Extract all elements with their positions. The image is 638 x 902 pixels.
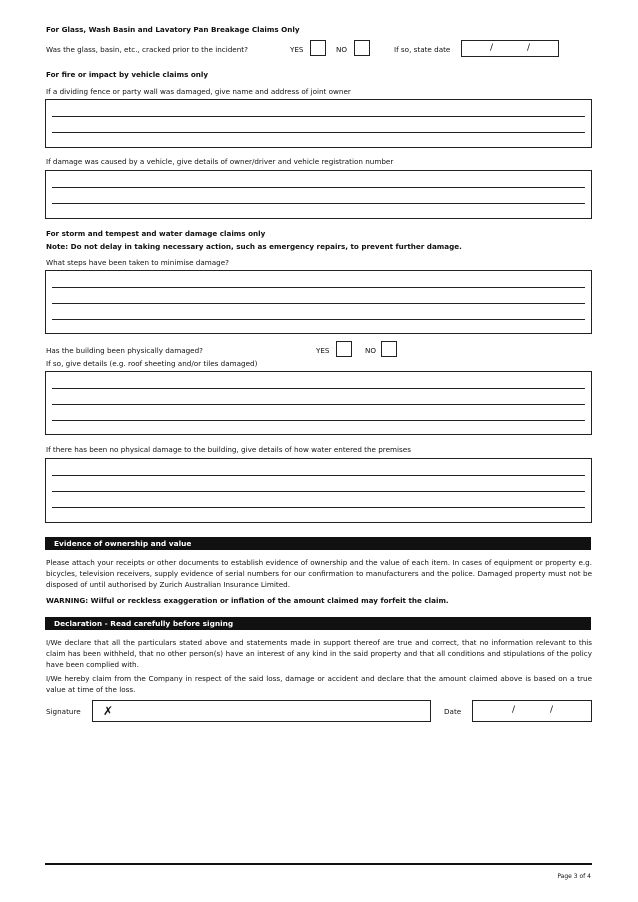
declaration-date-field[interactable] [472, 700, 592, 722]
writing-line [52, 420, 585, 421]
date-separator: / [527, 43, 531, 53]
footer-rule [45, 863, 592, 865]
fire-question-joint-owner: If a dividing fence or party wall was damaged, give name and address of joint owner [46, 87, 351, 96]
glass-date-field[interactable] [461, 40, 559, 57]
page-number: Page 3 of 4 [557, 873, 591, 880]
minimise-damage-textarea[interactable] [45, 270, 592, 334]
fire-question-vehicle: If damage was caused by a vehicle, give details of owner/driver and vehicle registration number [46, 157, 394, 166]
writing-line [52, 507, 585, 508]
writing-line [52, 203, 585, 204]
storm-no-checkbox[interactable] [381, 341, 397, 357]
vehicle-details-textarea[interactable] [45, 170, 592, 219]
storm-heading: For storm and tempest and water damage claims only [46, 229, 266, 238]
signature-mark-icon: ✗ [103, 704, 114, 718]
glass-heading: For Glass, Wash Basin and Lavatory Pan Breakage Claims Only [46, 25, 300, 34]
fire-heading: For fire or impact by vehicle claims only [46, 70, 209, 79]
date-label: Date [444, 707, 462, 716]
storm-question-steps: What steps have been taken to minimise damage? [46, 258, 229, 267]
declaration-paragraph-1: I/We declare that all the particulars stated above and statements made in support thereof are true and correct, that no information relevant to this claim has been withheld, that no other person(s) have an interest of any kind in the said property and that all conditions and stipulations of the policy have been complied with. [46, 638, 592, 669]
writing-line [52, 388, 585, 389]
declaration-section-bar: Declaration - Read carefully before signing [45, 617, 591, 630]
date-separator: / [550, 705, 554, 715]
signature-label: Signature [46, 707, 81, 716]
glass-question: Was the glass, basin, etc., cracked prior to the incident? [46, 45, 248, 54]
writing-line [52, 475, 585, 476]
date-separator: / [490, 43, 494, 53]
joint-owner-textarea[interactable] [45, 99, 592, 148]
writing-line [52, 116, 585, 117]
storm-question-details: If so, give details (e.g. roof sheeting and/or tiles damaged) [46, 359, 258, 368]
damage-details-textarea[interactable] [45, 371, 592, 435]
storm-no-label: NO [365, 346, 377, 355]
storm-yes-checkbox[interactable] [336, 341, 352, 357]
writing-line [52, 404, 585, 405]
writing-line [52, 319, 585, 320]
evidence-section-bar: Evidence of ownership and value [45, 537, 591, 550]
declaration-paragraph-2: I/We hereby claim from the Company in respect of the said loss, damage or accident and declare that the amount claimed above is based on a true value at time of the loss. [46, 674, 592, 694]
glass-yes-checkbox[interactable] [310, 40, 326, 56]
evidence-text: Please attach your receipts or other documents to establish evidence of ownership and the value of each item. In cases of equipment or property e.g. bicycles, television receivers, supply evidence of serial numbers for our confirmation to manufacturers and the police. Damaged property must not be disposed of until authorised by Zurich Australian Insurance Limited. [46, 558, 592, 589]
writing-line [52, 303, 585, 304]
storm-note: Note: Do not delay in taking necessary action, such as emergency repairs, to prevent further damage. [46, 242, 462, 251]
storm-yes-label: YES [316, 346, 330, 355]
writing-line [52, 287, 585, 288]
writing-line [52, 132, 585, 133]
writing-line [52, 491, 585, 492]
glass-no-label: NO [336, 45, 348, 54]
writing-line [52, 187, 585, 188]
date-separator: / [512, 705, 516, 715]
glass-no-checkbox[interactable] [354, 40, 370, 56]
evidence-warning: WARNING: Wilful or reckless exaggeration or inflation of the amount claimed may forfeit the claim. [46, 596, 449, 605]
glass-yes-label: YES [290, 45, 304, 54]
signature-field[interactable] [92, 700, 431, 722]
water-entry-textarea[interactable] [45, 458, 592, 523]
glass-state-date-label: If so, state date [394, 45, 451, 54]
storm-question-physical-damage: Has the building been physically damaged? [46, 346, 203, 355]
storm-question-water-entry: If there has been no physical damage to the building, give details of how water entered the premises [46, 445, 411, 454]
